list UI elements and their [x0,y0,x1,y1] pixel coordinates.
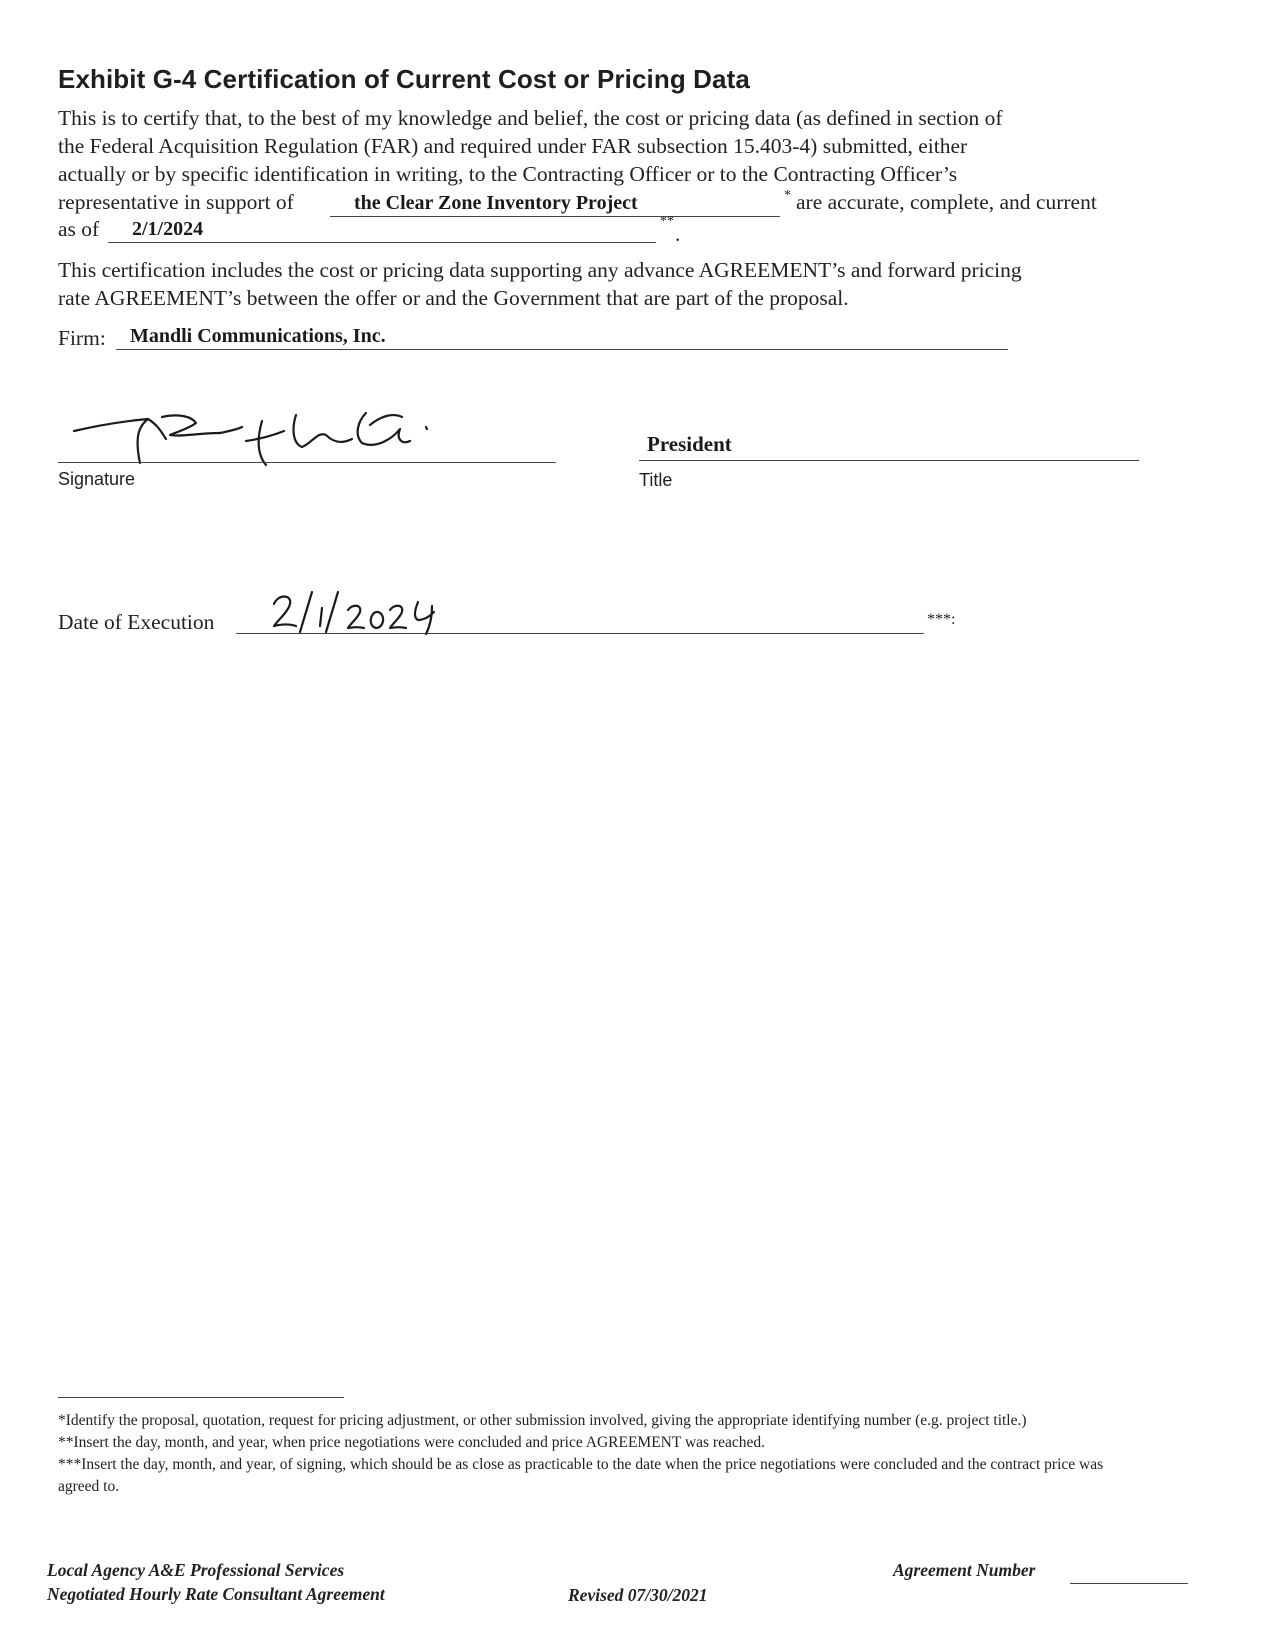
firm-value: Mandli Communications, Inc. [130,325,386,347]
as-of-label: as of [58,217,100,241]
date-of-execution-label: Date of Execution [58,610,215,634]
footer-agreement-number-label: Agreement Number [893,1560,1036,1580]
title-value: President [647,432,732,456]
as-of-date-field [108,218,656,243]
handwritten-execution-date [268,588,448,636]
project-name-value: the Clear Zone Inventory Project [354,192,638,214]
footer-agency-line-1: Local Agency A&E Professional Services [47,1560,345,1580]
project-name-field [330,192,780,217]
paragraph-1-line-4-end: are accurate, complete, and current [796,190,1097,214]
signature-label: Signature [58,469,136,489]
paragraph-2-line-2: rate AGREEMENT’s between the offer or and the Government that are part of the proposal. [58,286,849,310]
footnote-2: **Insert the day, month, and year, when price negotiations were concluded and price AGREEMENT was reached. [58,1434,765,1451]
footnote-separator [58,1397,344,1398]
footnote-marker-2: ** [660,214,674,229]
paragraph-1-line-4-start: representative in support of [58,190,294,214]
firm-field [116,325,1008,350]
paragraph-1-line-3: actually or by specific identification in writing, to the Contracting Officer or to the Contracting Officer’s [58,162,958,186]
footer-revised: Revised 07/30/2021 [568,1585,708,1605]
handwritten-signature [70,395,450,470]
signature-line [58,462,556,463]
paragraph-1-line-1: This is to certify that, to the best of my knowledge and belief, the cost or pricing data (as defined in section of [58,106,1003,130]
page-title: Exhibit G-4 Certification of Current Cost or Pricing Data [58,64,750,94]
title-label: Title [639,470,673,490]
footnotes [58,1410,1238,1498]
footnote-3: ***Insert the day, month, and year, of signing, which should be as close as practicable to the date when the price negotiations were concluded and the contract price was agreed to. [58,1456,1104,1495]
as-of-period: . [675,222,681,246]
agreement-number-line [1070,1583,1188,1584]
as-of-date-value: 2/1/2024 [132,218,204,240]
footnote-marker-1: * [784,188,791,203]
footer-agency-line-2: Negotiated Hourly Rate Consultant Agreement [47,1584,385,1604]
paragraph-2-line-1: This certification includes the cost or pricing data supporting any advance AGREEMENT’s and forward pricing [58,258,1022,282]
footnote-1: *Identify the proposal, quotation, request for pricing adjustment, or other submission involved, giving the appropriate identifying number (e.g. project title.) [58,1412,1027,1429]
paragraph-1-line-2: the Federal Acquisition Regulation (FAR) and required under FAR subsection 15.403-4) submitted, either [58,134,968,158]
footnote-marker-3: ***: [927,611,956,628]
firm-label: Firm: [58,326,106,350]
title-field [639,432,1139,461]
